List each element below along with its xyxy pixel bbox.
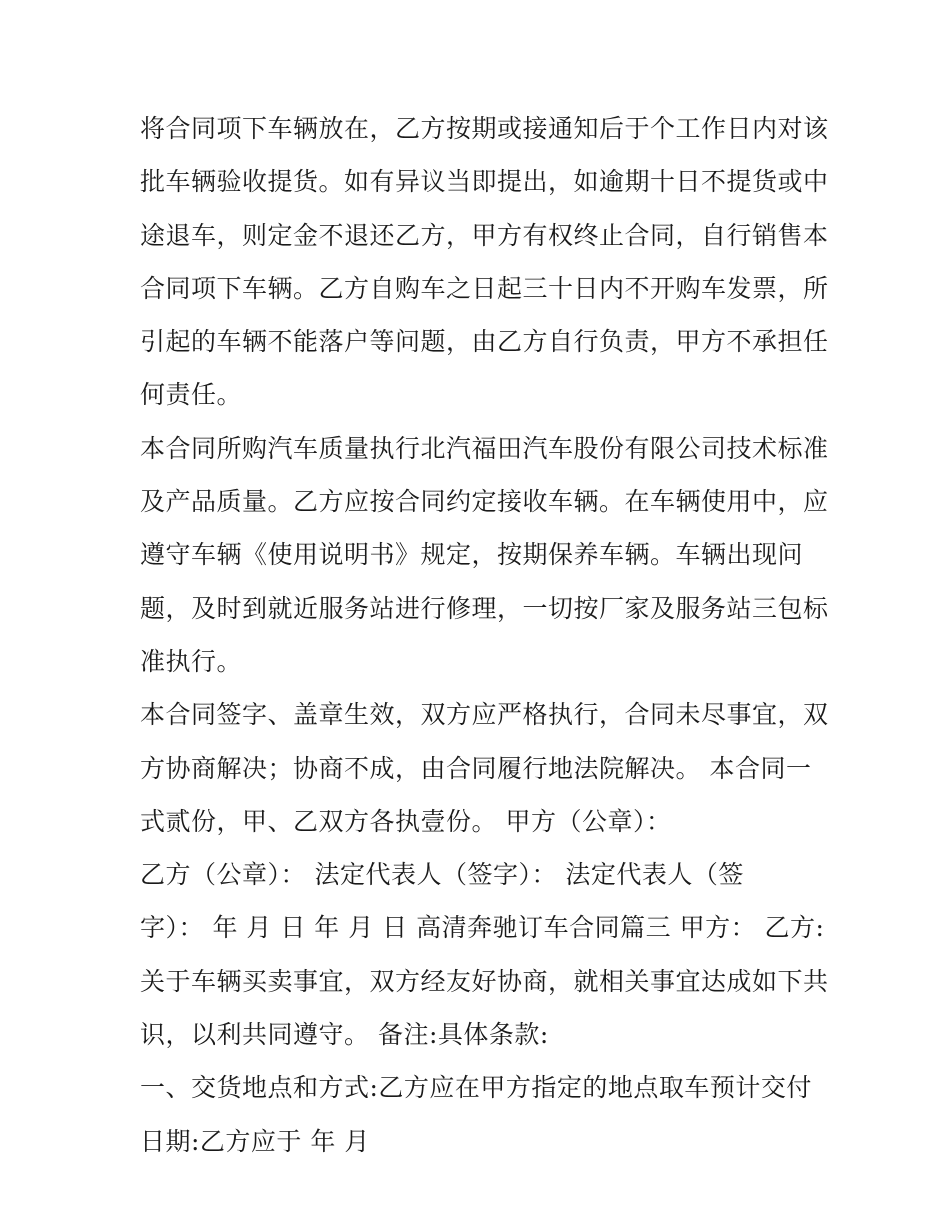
text-line: 一、交货地点和方式:乙方应在甲方指定的地点取车预计交付 — [140, 1073, 812, 1103]
text-line: 遵守车辆《使用说明书》规定，按期保养车辆。车辆出现问 — [140, 540, 804, 570]
text-line: 合同项下车辆。乙方自购车之日起三十日内不开购车发票，所 — [140, 273, 829, 303]
contract-text — [140, 102, 829, 1168]
text-line: 本合同所购汽车质量执行北汽福田汽车股份有限公司技术标准 — [140, 433, 829, 463]
text-line: 题，及时到就近服务站进行修理，一切按厂家及服务站三包标 — [140, 593, 829, 623]
text-line: 将合同项下车辆放在，乙方按期或接通知后于个工作日内对该 — [140, 114, 829, 143]
text-line: 批车辆验收提货。如有异议当即提出，如逾期十日不提货或中 — [140, 167, 829, 197]
text-line: 途退车，则定金不退还乙方，甲方有权终止合同，自行销售本 — [140, 220, 829, 250]
text-line: 日期:乙方应于 年 月 — [140, 1126, 370, 1156]
text-line: 关于车辆买卖事宜，双方经友好协商，就相关事宜达成如下共 — [140, 966, 829, 996]
text-line: 及产品质量。乙方应按合同约定接收车辆。在车辆使用中，应 — [140, 487, 829, 517]
text-line: 引起的车辆不能落户等问题，由乙方自行负责，甲方不承担任 — [140, 327, 829, 357]
text-line: 乙方（公章）： 法定代表人（签字）： 法定代表人（签 — [140, 860, 744, 890]
text-line: 何责任。 — [140, 380, 243, 410]
text-line: 识，以利共同遵守。 备注:具体条款: — [140, 1020, 549, 1050]
text-line: 式贰份，甲、乙双方各执壹份。 甲方（公章）： — [140, 806, 672, 836]
text-line: 本合同签字、盖章生效，双方应严格执行，合同未尽事宜，双 — [140, 700, 829, 730]
text-line: 字）： 年 月 日 年 月 日 高清奔驰订车合同篇三 甲方： 乙方: — [140, 913, 825, 943]
text-line: 准执行。 — [140, 646, 243, 676]
text-line: 方协商解决；协商不成，由合同履行地法院解决。 本合同一 — [140, 753, 812, 783]
